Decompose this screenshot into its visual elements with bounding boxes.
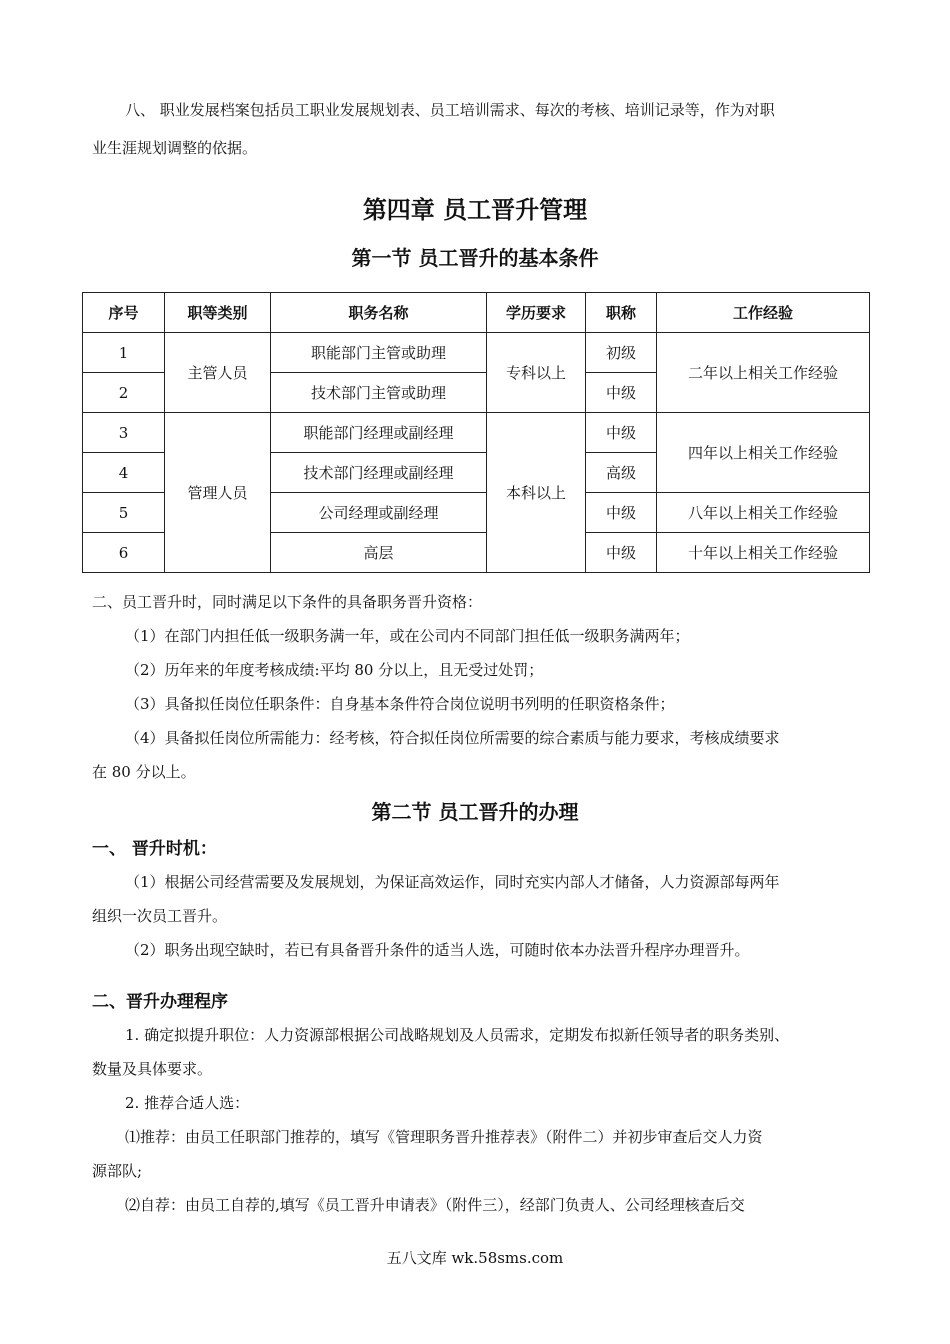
header-experience: 工作经验 xyxy=(657,293,870,333)
cell-education: 专科以上 xyxy=(487,333,586,413)
cell-category: 管理人员 xyxy=(165,413,271,573)
header-position: 职务名称 xyxy=(271,293,487,333)
section-1-title: 第一节 员工晋升的基本条件 xyxy=(351,246,599,270)
cell-title: 高级 xyxy=(586,453,657,493)
cell-no: 1 xyxy=(83,333,165,373)
paragraph-8-line-1: 八、 职业发展档案包括员工职业发展规划表、员工培训需求、每次的考核、培训记录等，作为对职 xyxy=(125,101,775,119)
procedure-1-line-1: 1. 确定拟提升职位：人力资源部根据公司战略规划及人员需求，定期发布拟新任领导者的职务类别、 xyxy=(125,1026,790,1044)
cell-no: 5 xyxy=(83,493,165,533)
header-no: 序号 xyxy=(83,293,165,333)
condition-4-line-1: （4）具备拟任岗位所需能力：经考核，符合拟任岗位所需要的综合素质与能力要求，考核成绩要求 xyxy=(125,729,780,747)
cell-no: 4 xyxy=(83,453,165,493)
cell-position: 高层 xyxy=(271,533,487,573)
procedure-2-2-line-1: ⑵自荐：由员工自荐的,填写《员工晋升申请表》（附件三），经部门负责人、公司经理核查后交 xyxy=(125,1196,745,1214)
cell-position: 公司经理或副经理 xyxy=(271,493,487,533)
timing-1-line-2: 组织一次员工晋升。 xyxy=(92,907,228,925)
section-2-title: 第二节 员工晋升的办理 xyxy=(371,800,579,824)
condition-1: （1）在部门内担任低一级职务满一年，或在公司内不同部门担任低一级职务满两年； xyxy=(125,627,690,645)
conditions-intro: 二、员工晋升时，同时满足以下条件的具备职务晋升资格： xyxy=(92,593,483,611)
table-header-row xyxy=(83,293,870,333)
subheading-procedure: 二、晋升办理程序 xyxy=(92,992,228,1012)
cell-experience: 四年以上相关工作经验 xyxy=(657,413,870,493)
header-category: 职等类别 xyxy=(165,293,271,333)
timing-1-line-1: （1）根据公司经营需要及发展规划，为保证高效运作，同时充实内部人才储备，人力资源部每两年 xyxy=(125,873,780,891)
header-title: 职称 xyxy=(586,293,657,333)
cell-title: 中级 xyxy=(586,373,657,413)
cell-category: 主管人员 xyxy=(165,333,271,413)
chapter-title: 第四章 员工晋升管理 xyxy=(362,195,588,224)
cell-position: 技术部门经理或副经理 xyxy=(271,453,487,493)
cell-position: 技术部门主管或助理 xyxy=(271,373,487,413)
cell-title: 初级 xyxy=(586,333,657,373)
cell-title: 中级 xyxy=(586,533,657,573)
subheading-timing: 一、 晋升时机： xyxy=(92,839,217,859)
procedure-2-1-line-1: ⑴推荐：由员工任职部门推荐的，填写《管理职务晋升推荐表》（附件二）并初步审查后交人力资 xyxy=(125,1128,763,1146)
cell-no: 3 xyxy=(83,413,165,453)
header-education: 学历要求 xyxy=(487,293,586,333)
cell-no: 6 xyxy=(83,533,165,573)
cell-no: 2 xyxy=(83,373,165,413)
condition-2: （2）历年来的年度考核成绩:平均 80 分以上，且无受过处罚； xyxy=(125,661,544,679)
cell-position: 职能部门经理或副经理 xyxy=(271,413,487,453)
promotion-conditions-table xyxy=(82,292,870,573)
cell-education: 本科以上 xyxy=(487,413,586,573)
table-row xyxy=(83,333,870,373)
procedure-2: 2. 推荐合适人选： xyxy=(125,1094,250,1112)
cell-experience: 二年以上相关工作经验 xyxy=(657,333,870,413)
condition-3: （3）具备拟任岗位任职条件：自身基本条件符合岗位说明书列明的任职资格条件； xyxy=(125,695,675,713)
timing-2: （2）职务出现空缺时，若已有具备晋升条件的适当人选，可随时依本办法晋升程序办理晋升。 xyxy=(125,941,750,959)
table-row xyxy=(83,413,870,453)
cell-position: 职能部门主管或助理 xyxy=(271,333,487,373)
cell-title: 中级 xyxy=(586,413,657,453)
cell-title: 中级 xyxy=(586,493,657,533)
page-footer: 五八文库 wk.58sms.com xyxy=(386,1249,564,1267)
procedure-1-line-2: 数量及具体要求。 xyxy=(92,1060,213,1078)
cell-experience: 八年以上相关工作经验 xyxy=(657,493,870,533)
procedure-2-1-line-2: 源部队; xyxy=(92,1162,143,1180)
paragraph-8-line-2: 业生涯规划调整的依据。 xyxy=(92,139,258,157)
cell-experience: 十年以上相关工作经验 xyxy=(657,533,870,573)
condition-4-line-2: 在 80 分以上。 xyxy=(92,763,196,781)
